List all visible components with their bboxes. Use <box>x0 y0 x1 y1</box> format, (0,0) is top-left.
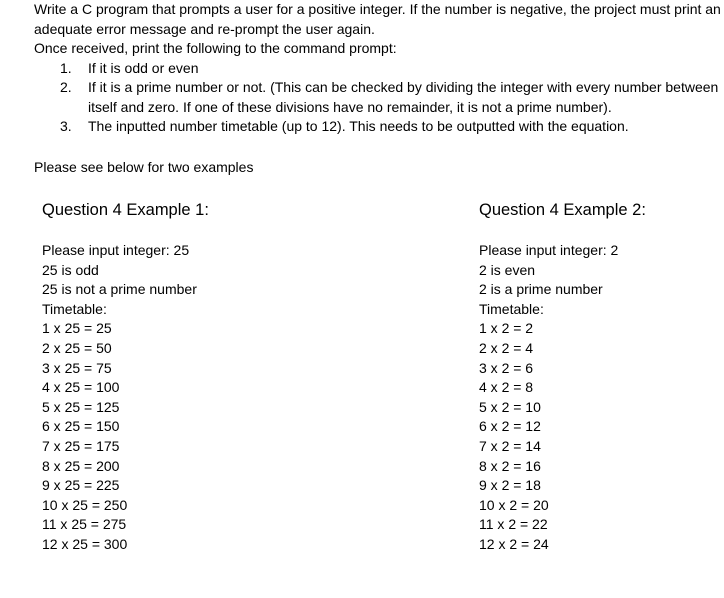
output-line: Timetable: <box>42 300 107 317</box>
output-line: 2 x 25 = 50 <box>42 339 112 356</box>
list-item <box>34 117 722 137</box>
output-line: Please input integer: 2 <box>479 242 619 258</box>
output-line: 8 x 2 = 16 <box>479 457 541 474</box>
example-1-section <box>42 199 282 555</box>
list-item-text: If it is odd or even <box>88 59 199 76</box>
output-line: 1 x 2 = 2 <box>479 320 534 337</box>
output-line: 2 is even <box>479 261 536 278</box>
requirements-list <box>34 59 722 137</box>
output-line: 25 is not a prime number <box>42 281 197 298</box>
output-line: 3 x 25 = 75 <box>42 359 112 376</box>
output-line: 12 x 25 = 300 <box>42 535 128 552</box>
list-item <box>34 59 722 79</box>
output-line: 6 x 25 = 150 <box>42 418 120 435</box>
list-item-text: If it is a prime number or not. (This can be checked by dividing the integer with every number between itself and zero. If one of these divisions have no remainder, it is not a prime number). <box>88 79 719 115</box>
list-item <box>34 78 722 117</box>
output-line: 3 x 2 = 6 <box>479 359 534 376</box>
output-line: 8 x 25 = 200 <box>42 457 120 474</box>
example-2-output <box>479 241 719 555</box>
output-line: 25 is odd <box>42 261 99 278</box>
output-line: 4 x 2 = 8 <box>479 379 534 396</box>
example-1-title: Question 4 Example 1: <box>42 201 209 219</box>
example-2-section <box>479 199 719 555</box>
example-2-title: Question 4 Example 2: <box>479 201 646 219</box>
output-line: 7 x 2 = 14 <box>479 437 541 454</box>
output-line: 1 x 25 = 25 <box>42 320 112 337</box>
output-line: 9 x 25 = 225 <box>42 477 120 494</box>
output-line: 7 x 25 = 175 <box>42 437 120 454</box>
output-line: 5 x 2 = 10 <box>479 398 541 415</box>
output-line: 6 x 2 = 12 <box>479 418 541 435</box>
list-number: 2. <box>60 79 72 95</box>
examples-note: Please see below for two examples <box>34 159 254 175</box>
output-line: Timetable: <box>479 300 544 317</box>
output-line: 5 x 25 = 125 <box>42 398 120 415</box>
output-line: 11 x 25 = 275 <box>42 516 127 533</box>
output-line: 11 x 2 = 22 <box>479 516 548 533</box>
output-line: 2 is a prime number <box>479 281 603 298</box>
output-line: 4 x 25 = 100 <box>42 379 120 396</box>
output-line: 10 x 2 = 20 <box>479 496 549 513</box>
list-number: 3. <box>60 118 72 134</box>
list-item-text: The inputted number timetable (up to 12). This needs to be outputted with the equation. <box>88 118 629 134</box>
output-line: Please input integer: 25 <box>42 242 190 258</box>
output-line: 10 x 25 = 250 <box>42 496 128 513</box>
output-line: 12 x 2 = 24 <box>479 535 549 552</box>
assignment-intro <box>34 0 722 137</box>
output-line: 9 x 2 = 18 <box>479 477 541 494</box>
output-line: 2 x 2 = 4 <box>479 339 534 356</box>
intro-paragraph: Write a C program that prompts a user for a positive integer. If the number is negative, the project must print an adequate error message and re-prompt the user again. <box>34 1 721 37</box>
example-1-output <box>42 241 282 555</box>
list-number: 1. <box>60 59 72 76</box>
intro-instruction: Once received, print the following to the command prompt: <box>34 40 397 56</box>
